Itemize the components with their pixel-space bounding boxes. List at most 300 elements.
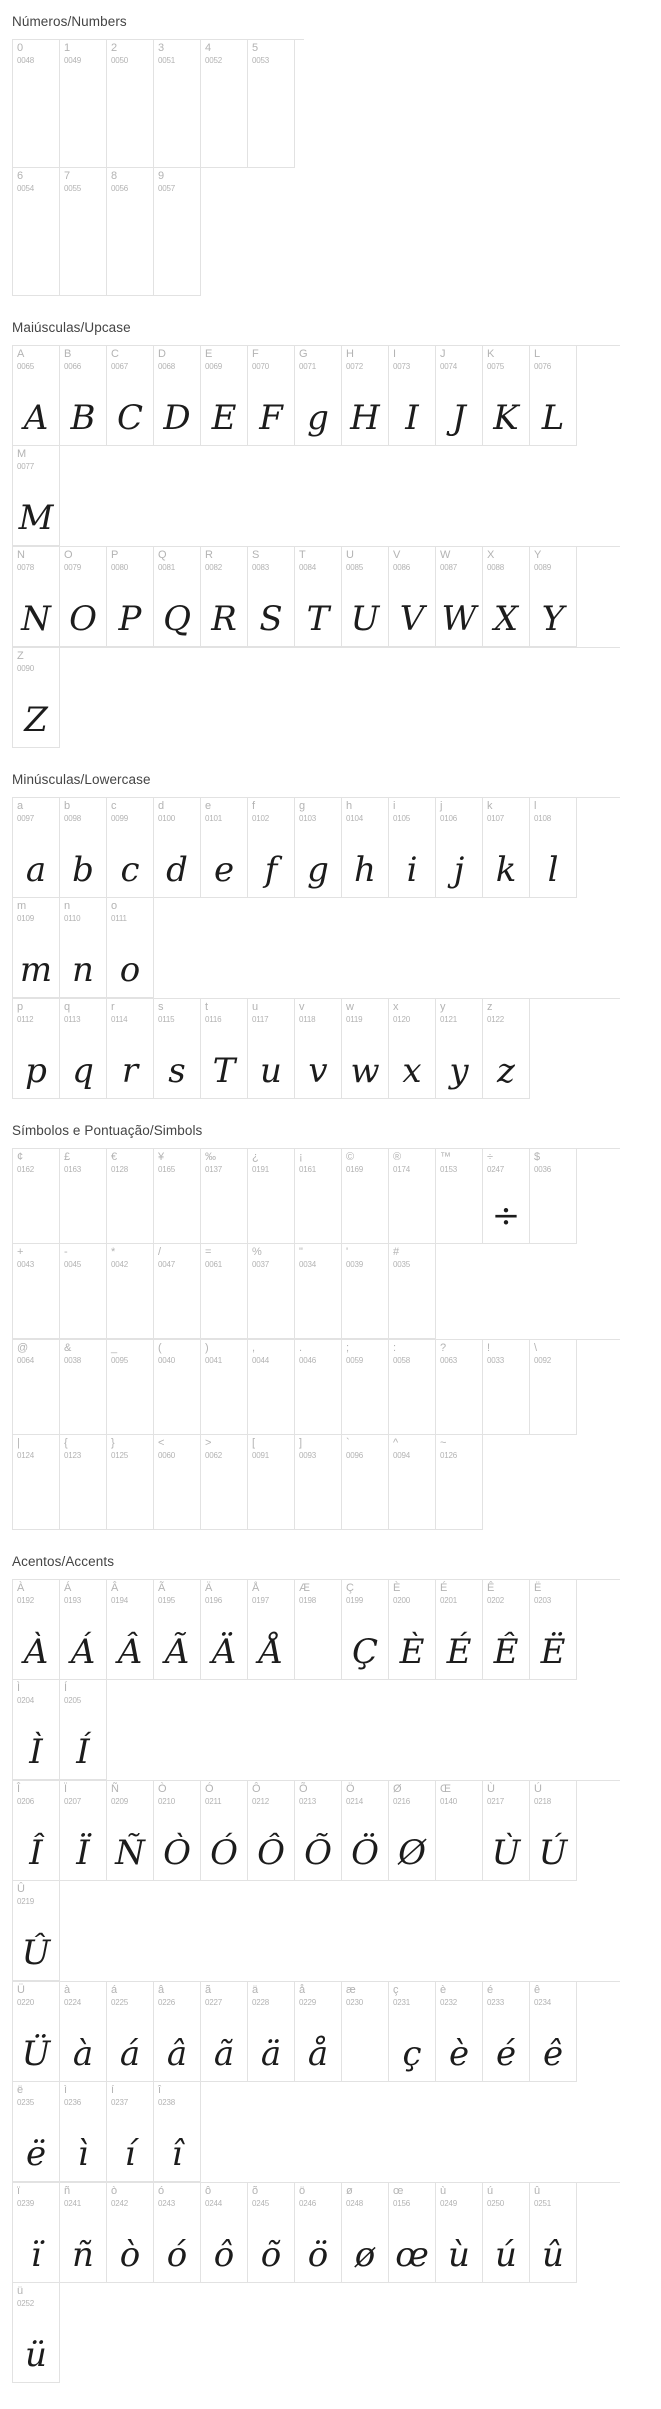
glyph-cell[interactable] (154, 168, 201, 296)
glyph-cell[interactable] (248, 1982, 295, 2082)
glyph-char-label: @ (17, 1342, 29, 1354)
glyph-code-label: 0119 (346, 1015, 363, 1024)
glyph-cell[interactable] (13, 168, 60, 296)
glyph-char-label: N (17, 549, 25, 561)
glyph-preview: r (121, 1051, 139, 1091)
glyph-cell[interactable] (201, 1435, 248, 1530)
glyph-code-label: 0049 (64, 56, 81, 65)
glyph-cell[interactable] (107, 2183, 154, 2283)
glyph-cell[interactable] (295, 1340, 342, 1435)
glyph-code-label: 0074 (440, 362, 457, 371)
glyph-char-label: X (487, 549, 495, 561)
glyph-cell[interactable] (107, 346, 154, 446)
glyph-code-label: 0043 (17, 1260, 34, 1269)
glyph-cell[interactable] (248, 999, 295, 1099)
glyph-cell[interactable] (483, 1982, 530, 2082)
glyph-cell[interactable] (389, 1781, 436, 1881)
glyph-char-label: Ø (393, 1783, 402, 1795)
glyph-char-label: æ (346, 1984, 356, 1996)
glyph-char-label: g (299, 800, 306, 812)
glyph-preview: Ê (493, 1632, 519, 1672)
glyph-cell[interactable] (60, 1680, 107, 1780)
glyph-cell[interactable] (295, 999, 342, 1099)
glyph-cell[interactable] (483, 1149, 530, 1244)
glyph-cell[interactable] (342, 2183, 389, 2283)
glyph-cell[interactable] (107, 547, 154, 647)
glyph-cell[interactable] (342, 1982, 389, 2082)
glyph-cell[interactable] (342, 1149, 389, 1244)
glyph-cell[interactable] (201, 1340, 248, 1435)
glyph-cell[interactable] (201, 547, 248, 647)
glyph-preview: z (497, 1051, 515, 1091)
glyph-cell[interactable] (295, 1435, 342, 1530)
glyph-cell[interactable] (389, 999, 436, 1099)
glyph-char-label: Ú (534, 1783, 542, 1795)
glyph-cell[interactable] (13, 547, 60, 647)
glyph-cell[interactable] (154, 1982, 201, 2082)
glyph-preview: J (452, 398, 466, 438)
glyph-char-label: î (158, 2084, 162, 2096)
glyph-code-label: 0123 (64, 1451, 81, 1460)
glyph-char-label: ú (487, 2185, 494, 2197)
glyph-code-label: 0174 (393, 1165, 410, 1174)
glyph-preview: á (119, 2034, 141, 2074)
glyph-cell[interactable] (13, 1435, 60, 1530)
glyph-char-label: B (64, 348, 72, 360)
glyph-char-label: Ö (346, 1783, 355, 1795)
glyph-code-label: 0113 (64, 1015, 81, 1024)
glyph-cell[interactable] (154, 346, 201, 446)
glyph-code-label: 0128 (111, 1165, 128, 1174)
glyph-cell[interactable] (201, 40, 248, 168)
glyph-cell[interactable] (248, 547, 295, 647)
glyph-cell[interactable] (13, 2183, 60, 2283)
glyph-cell[interactable] (107, 1982, 154, 2082)
glyph-cell[interactable] (248, 1340, 295, 1435)
glyph-code-label: 0085 (346, 563, 363, 572)
glyph-code-label: 0045 (64, 1260, 81, 1269)
glyph-char-label: j (440, 800, 443, 812)
glyph-preview: Ë (540, 1632, 566, 1672)
glyph-char-label: ü (17, 2285, 24, 2297)
glyph-cell[interactable] (201, 1580, 248, 1680)
glyph-cell[interactable] (154, 1340, 201, 1435)
glyph-code-label: 0228 (252, 1998, 269, 2007)
glyph-cell[interactable] (530, 1340, 577, 1435)
glyph-cell[interactable] (60, 2082, 107, 2182)
glyph-cell[interactable] (389, 1580, 436, 1680)
glyph-cell[interactable] (60, 999, 107, 1099)
glyph-cell[interactable] (107, 1781, 154, 1881)
glyph-preview: P (118, 599, 142, 639)
glyph-cell[interactable] (483, 1340, 530, 1435)
glyph-cell[interactable] (342, 1781, 389, 1881)
glyph-cell[interactable] (530, 1982, 577, 2082)
glyph-char-label: a (17, 800, 24, 812)
glyph-preview: f (264, 850, 278, 890)
glyph-cell[interactable] (60, 547, 107, 647)
glyph-cell[interactable] (483, 999, 530, 1099)
glyph-char-label: ] (299, 1437, 303, 1449)
glyph-cell[interactable] (107, 2082, 154, 2182)
glyph-char-label: _ (111, 1342, 118, 1354)
glyph-code-label: 0209 (111, 1797, 128, 1806)
glyph-char-label: ; (346, 1342, 350, 1354)
glyph-cell[interactable] (295, 346, 342, 446)
glyph-cell[interactable] (389, 1340, 436, 1435)
glyph-cell[interactable] (530, 1781, 577, 1881)
glyph-cell[interactable] (107, 40, 154, 168)
glyph-cell[interactable] (13, 40, 60, 168)
glyph-cell[interactable] (60, 1580, 107, 1680)
glyph-code-label: 0217 (487, 1797, 504, 1806)
glyph-cell[interactable] (13, 648, 60, 748)
glyph-cell[interactable] (13, 798, 60, 898)
glyph-cell[interactable] (154, 40, 201, 168)
glyph-cell[interactable] (154, 1435, 201, 1530)
glyph-row (12, 546, 620, 647)
glyph-cell[interactable] (201, 1781, 248, 1881)
glyph-cell[interactable] (389, 547, 436, 647)
glyph-cell[interactable] (107, 999, 154, 1099)
glyph-cell[interactable] (483, 2183, 530, 2283)
glyph-cell[interactable] (295, 1580, 342, 1680)
glyph-cell[interactable] (60, 798, 107, 898)
glyph-cell[interactable] (530, 547, 577, 647)
glyph-cell[interactable] (201, 798, 248, 898)
glyph-char-label: ô (205, 2185, 212, 2197)
glyph-char-label: $ (534, 1151, 541, 1163)
glyph-char-label: y (440, 1001, 446, 1013)
glyph-cell[interactable] (154, 999, 201, 1099)
glyph-char-label: ~ (440, 1437, 447, 1449)
glyph-char-label: ã (205, 1984, 212, 1996)
glyph-char-label: - (64, 1246, 68, 1258)
glyph-cell[interactable] (60, 346, 107, 446)
glyph-cell[interactable] (107, 1340, 154, 1435)
glyph-cell[interactable] (13, 1580, 60, 1680)
glyph-cell[interactable] (60, 1982, 107, 2082)
glyph-preview: h (354, 850, 376, 890)
glyph-cell[interactable] (13, 346, 60, 446)
glyph-cell[interactable] (483, 1580, 530, 1680)
glyph-code-label: 0089 (534, 563, 551, 572)
glyph-cell[interactable] (248, 1149, 295, 1244)
glyph-preview: e (213, 850, 235, 890)
glyph-preview: ó (166, 2235, 188, 2275)
glyph-cell[interactable] (436, 2183, 483, 2283)
glyph-char-label: Ä (205, 1582, 213, 1594)
glyph-cell[interactable] (295, 1244, 342, 1339)
glyph-cell[interactable] (154, 1149, 201, 1244)
glyph-preview: Ú (538, 1833, 568, 1873)
glyph-preview: S (259, 599, 283, 639)
glyph-code-label: 0218 (534, 1797, 551, 1806)
glyph-cell[interactable] (13, 1149, 60, 1244)
glyph-char-label: f (252, 800, 256, 812)
glyph-char-label: Í (64, 1682, 68, 1694)
glyph-cell[interactable] (60, 2183, 107, 2283)
glyph-cell[interactable] (295, 1149, 342, 1244)
glyph-cell[interactable] (342, 346, 389, 446)
glyph-cell[interactable] (389, 1149, 436, 1244)
glyph-cell[interactable] (60, 1340, 107, 1435)
glyph-cell[interactable] (154, 547, 201, 647)
glyph-preview: Ï (76, 1833, 90, 1873)
glyph-cell[interactable] (107, 1580, 154, 1680)
glyph-cell[interactable] (436, 1781, 483, 1881)
glyph-char-label: © (346, 1151, 355, 1163)
glyph-cell[interactable] (389, 1244, 436, 1339)
glyph-preview: A (23, 398, 49, 438)
glyph-cell[interactable] (436, 1435, 483, 1530)
glyph-cell[interactable] (13, 2082, 60, 2182)
section-title: Maiúsculas/Upcase (12, 320, 131, 335)
glyph-preview: C (116, 398, 143, 438)
glyph-preview: ü (25, 2335, 47, 2375)
glyph-cell[interactable] (342, 798, 389, 898)
glyph-preview: é (495, 2034, 517, 2074)
glyph-preview: Á (70, 1632, 96, 1672)
glyph-code-label: 0096 (346, 1451, 363, 1460)
glyph-cell[interactable] (248, 1781, 295, 1881)
glyph-code-label: 0213 (299, 1797, 316, 1806)
glyph-char-label: M (17, 448, 27, 460)
glyph-cell[interactable] (201, 1244, 248, 1339)
glyph-code-label: 0153 (440, 1165, 457, 1174)
glyph-cell[interactable] (248, 346, 295, 446)
glyph-cell[interactable] (201, 1149, 248, 1244)
glyph-code-label: 0165 (158, 1165, 175, 1174)
glyph-cell[interactable] (530, 2183, 577, 2283)
glyph-cell[interactable] (13, 1781, 60, 1881)
glyph-code-label: 0036 (534, 1165, 551, 1174)
glyph-code-label: 0252 (17, 2299, 34, 2308)
glyph-section-lowercase (0, 758, 661, 1099)
glyph-cell[interactable] (295, 547, 342, 647)
glyph-row (12, 2182, 620, 2383)
glyph-code-label: 0103 (299, 814, 316, 823)
glyph-cell[interactable] (483, 346, 530, 446)
glyph-cell[interactable] (248, 2183, 295, 2283)
glyph-cell[interactable] (295, 798, 342, 898)
glyph-cell[interactable] (248, 40, 295, 168)
glyph-cell[interactable] (13, 1680, 60, 1780)
glyph-cell[interactable] (154, 2183, 201, 2283)
glyph-cell[interactable] (201, 346, 248, 446)
glyph-char-label: ® (393, 1151, 402, 1163)
glyph-char-label: U (346, 549, 354, 561)
glyph-preview: Ñ (115, 1833, 145, 1873)
glyph-char-label: K (487, 348, 495, 360)
glyph-preview: o (119, 950, 141, 990)
glyph-cell[interactable] (107, 1244, 154, 1339)
glyph-cell[interactable] (483, 547, 530, 647)
glyph-char-label: õ (252, 2185, 259, 2197)
glyph-cell[interactable] (248, 1580, 295, 1680)
glyph-cell[interactable] (436, 1340, 483, 1435)
glyph-cell[interactable] (13, 999, 60, 1099)
glyph-code-label: 0086 (393, 563, 410, 572)
glyph-char-label: Â (111, 1582, 119, 1594)
glyph-cell[interactable] (389, 2183, 436, 2283)
glyph-char-label: r (111, 1001, 115, 1013)
glyph-char-label: ë (17, 2084, 24, 2096)
glyph-preview: w (350, 1051, 380, 1091)
glyph-cell[interactable] (13, 1881, 60, 1981)
glyph-code-label: 0073 (393, 362, 410, 371)
glyph-char-label: b (64, 800, 71, 812)
glyph-cell[interactable] (389, 346, 436, 446)
glyph-cell[interactable] (248, 798, 295, 898)
glyph-char-label: Ç (346, 1582, 354, 1594)
glyph-cell[interactable] (13, 1340, 60, 1435)
glyph-code-label: 0122 (487, 1015, 504, 1024)
glyph-cell[interactable] (201, 1982, 248, 2082)
glyph-preview: a (25, 850, 47, 890)
glyph-code-label: 0114 (111, 1015, 128, 1024)
glyph-cell[interactable] (389, 1435, 436, 1530)
glyph-cell[interactable] (436, 346, 483, 446)
glyph-code-label: 0194 (111, 1596, 128, 1605)
glyph-char-label: t (205, 1001, 209, 1013)
glyph-cell[interactable] (389, 798, 436, 898)
glyph-char-label: h (346, 800, 353, 812)
glyph-cell[interactable] (436, 999, 483, 1099)
glyph-code-label: 0044 (252, 1356, 269, 1365)
glyph-preview: E (211, 398, 237, 438)
glyph-char-label: \ (534, 1342, 538, 1354)
glyph-char-label: Æ (299, 1582, 310, 1594)
glyph-preview: F (259, 398, 283, 438)
glyph-cell[interactable] (154, 1580, 201, 1680)
glyph-cell[interactable] (342, 999, 389, 1099)
glyph-cell[interactable] (60, 898, 107, 998)
glyph-cell[interactable] (248, 1244, 295, 1339)
glyph-code-label: 0070 (252, 362, 269, 371)
glyph-code-label: 0237 (111, 2098, 128, 2107)
glyph-char-label: Ó (205, 1783, 214, 1795)
glyph-preview: Q (163, 599, 191, 639)
glyph-code-label: 0081 (158, 563, 175, 572)
glyph-char-label: = (205, 1246, 212, 1258)
glyph-code-label: 0035 (393, 1260, 410, 1269)
glyph-row (12, 345, 620, 546)
glyph-code-label: 0109 (17, 914, 34, 923)
glyph-char-label: é (487, 1984, 494, 1996)
glyph-code-label: 0250 (487, 2199, 504, 2208)
glyph-char-label: Á (64, 1582, 72, 1594)
glyph-cell[interactable] (60, 1781, 107, 1881)
glyph-cell[interactable] (295, 1982, 342, 2082)
glyph-cell[interactable] (248, 1435, 295, 1530)
glyph-code-label: 0077 (17, 462, 34, 471)
glyph-code-label: 0226 (158, 1998, 175, 2007)
glyph-preview: Â (117, 1632, 143, 1672)
glyph-cell[interactable] (107, 898, 154, 998)
glyph-cell[interactable] (13, 898, 60, 998)
glyph-cell[interactable] (154, 1244, 201, 1339)
glyph-cell[interactable] (107, 1435, 154, 1530)
glyph-char-label: ) (205, 1342, 209, 1354)
glyph-cell[interactable] (342, 1435, 389, 1530)
glyph-cell[interactable] (389, 1982, 436, 2082)
glyph-cell[interactable] (13, 1244, 60, 1339)
glyph-cell[interactable] (13, 446, 60, 546)
glyph-preview: È (399, 1632, 425, 1672)
glyph-cell[interactable] (295, 2183, 342, 2283)
glyph-char-label: Z (17, 650, 24, 662)
glyph-cell[interactable] (483, 798, 530, 898)
glyph-cell[interactable] (295, 1781, 342, 1881)
glyph-cell[interactable] (13, 2283, 60, 2383)
glyph-cell[interactable] (342, 1340, 389, 1435)
glyph-cell[interactable] (530, 798, 577, 898)
glyph-cell[interactable] (342, 547, 389, 647)
glyph-preview: m (19, 950, 53, 990)
glyph-cell[interactable] (107, 1149, 154, 1244)
glyph-preview: Ô (257, 1833, 285, 1873)
glyph-char-label: Ü (17, 1984, 25, 1996)
glyph-code-label: 0206 (17, 1797, 34, 1806)
glyph-code-label: 0065 (17, 362, 34, 371)
glyph-cell[interactable] (154, 2082, 201, 2182)
glyph-cell[interactable] (436, 1149, 483, 1244)
glyph-preview: v (308, 1051, 328, 1091)
glyph-code-label: 0231 (393, 1998, 410, 2007)
glyph-char-label: Ë (534, 1582, 542, 1594)
glyph-cell[interactable] (107, 168, 154, 296)
glyph-char-label: > (205, 1437, 212, 1449)
glyph-cell[interactable] (530, 1580, 577, 1680)
glyph-cell[interactable] (13, 1982, 60, 2082)
glyph-char-label: ! (487, 1342, 491, 1354)
glyph-cell[interactable] (107, 798, 154, 898)
glyph-cell[interactable] (436, 1580, 483, 1680)
glyph-char-label: Å (252, 1582, 260, 1594)
glyph-cell[interactable] (154, 1781, 201, 1881)
glyph-preview: Õ (304, 1833, 332, 1873)
glyph-char-label: m (17, 900, 27, 912)
glyph-cell[interactable] (60, 1149, 107, 1244)
glyph-char-label: { (64, 1437, 68, 1449)
glyph-cell[interactable] (342, 1244, 389, 1339)
glyph-code-label: 0225 (111, 1998, 128, 2007)
glyph-code-label: 0137 (205, 1165, 222, 1174)
glyph-char-label: 0 (17, 42, 24, 54)
glyph-preview: Ä (211, 1632, 237, 1672)
glyph-code-label: 0063 (440, 1356, 457, 1365)
glyph-cell[interactable] (436, 1982, 483, 2082)
glyph-cell[interactable] (342, 1580, 389, 1680)
glyph-cell[interactable] (436, 547, 483, 647)
glyph-cell[interactable] (154, 798, 201, 898)
glyph-cell[interactable] (530, 346, 577, 446)
glyph-cell[interactable] (60, 1435, 107, 1530)
glyph-cell[interactable] (436, 798, 483, 898)
glyph-code-label: 0238 (158, 2098, 175, 2107)
glyph-cell[interactable] (60, 1244, 107, 1339)
glyph-char-label: Ì (17, 1682, 21, 1694)
glyph-code-label: 0087 (440, 563, 457, 572)
glyph-section-uppercase (0, 306, 661, 748)
glyph-cell[interactable] (201, 2183, 248, 2283)
glyph-cell[interactable] (60, 40, 107, 168)
glyph-cell[interactable] (483, 1781, 530, 1881)
glyph-cell[interactable] (530, 1149, 577, 1244)
glyph-cell[interactable] (201, 999, 248, 1099)
glyph-cell[interactable] (60, 168, 107, 296)
